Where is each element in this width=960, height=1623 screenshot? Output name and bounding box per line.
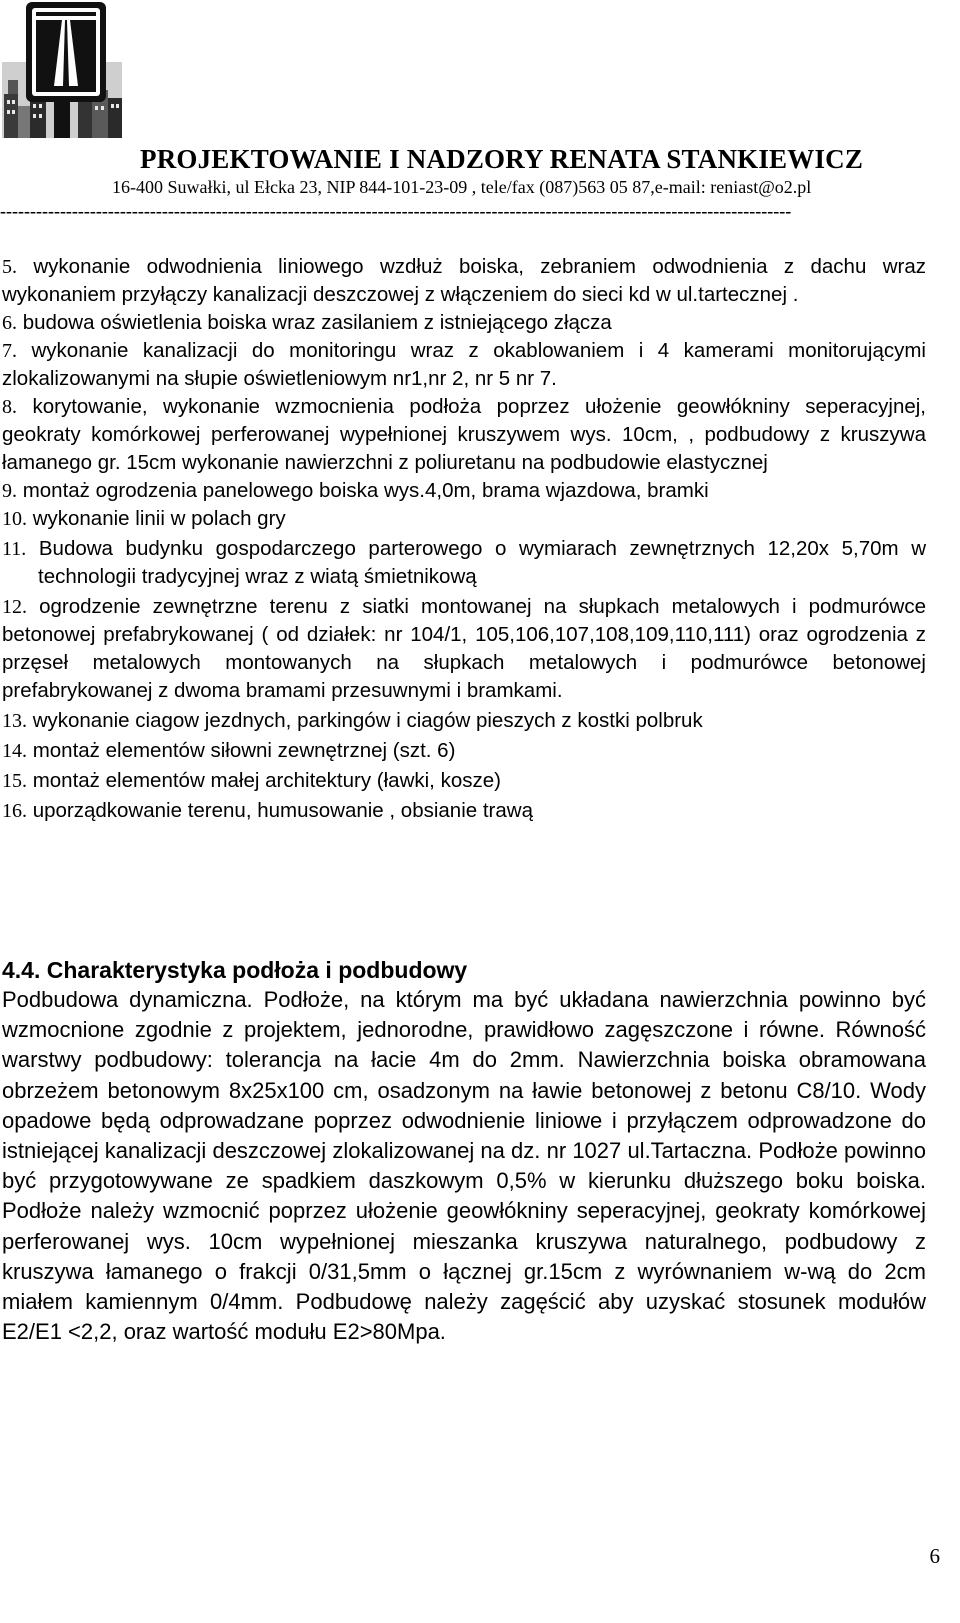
list-item — [2, 535, 926, 591]
list-item-number: 16. — [2, 800, 27, 822]
list-item-text: wykonanie ciagow jezdnych, parkingów i ciagów pieszych z kostki polbruk — [32, 709, 703, 732]
works-list — [2, 253, 926, 825]
list-item — [2, 393, 926, 477]
list-item — [2, 737, 926, 765]
list-item — [2, 767, 926, 795]
list-item — [2, 309, 926, 337]
list-item-text: wykonanie kanalizacji do monitoringu wraz z okablowaniem i 4 kamerami monitorującymi zlokalizowanymi na słupie oświetleniowym nr1,nr 2, nr 5 nr 7. — [2, 339, 926, 390]
list-item-number: 8. — [2, 396, 17, 418]
list-item — [2, 505, 926, 533]
list-item-text: Budowa budynku gospodarczego parterowego o wymiarach zewnętrznych 12,20x 5,70m w technologii tradycyjnej wraz z wiatą śmietnikową — [38, 537, 926, 588]
list-item-text: wykonanie odwodnienia liniowego wzdłuż boiska, zebraniem odwodnienia z dachu wraz wykonaniem przyłączy kanalizacji deszczowej z włączeniem do sieci kd w ul.tartecznej . — [2, 255, 926, 306]
section-subgrade — [2, 955, 926, 1347]
header-separator: ------------------------------------------------------------------------------------------------------------------------------------ — [0, 201, 792, 221]
list-item-number: 9. — [2, 480, 17, 502]
section-body: Podbudowa dynamiczna. Podłoże, na którym ma być układana nawierzchnia powinno być wzmocnione zgodnie z projektem, jednorodne, prawidłowo zagęszczone i równe. Równość warstwy podbudowy: tolerancja na łacie 4m do 2mm. Nawierzchnia boiska obramowana obrzeżem betonowym 8x25x100 cm, osadzonym na ławie betonowej z betonu C8/10. Wody opadowe będą odprowadzane poprzez odwodnienie liniowe i przyłączem odprowadzone do istniejącej kanalizacji deszczowej zlokalizowanej na dz. nr 1027 ul.Tartaczna. Podłoże powinno być przygotowywane ze spadkiem daszkowym 0,5% w kierunku dłuższego boku boiska. Podłoże należy wzmocnić poprzez ułożenie geowłókniny seperacyjnej, geokraty komórkowej perferowanej wys. 10cm wypełnionej mieszanka kruszywa naturalnego, podbudowy z kruszywa łamanego o frakcji 0/31,5mm o łącznej gr.15cm z wyrównaniem w-wą do 2cm miałem kamiennym 0/4mm. Podbudowę należy zagęścić aby uzyskać stosunek modułów E2/E1 <2,2, oraz wartość modułu E2>80Mpa. — [2, 987, 926, 1345]
list-item-number: 7. — [2, 340, 17, 362]
list-item — [2, 477, 926, 505]
list-item — [2, 797, 926, 825]
list-item-text: budowa oświetlenia boiska wraz zasilaniem z istniejącego złącza — [22, 311, 612, 334]
list-item-number: 12. — [2, 596, 27, 618]
list-item-number: 15. — [2, 770, 27, 792]
list-item — [2, 253, 926, 309]
list-item — [2, 337, 926, 393]
list-item — [2, 593, 926, 705]
list-item-text: korytowanie, wykonanie wzmocnienia podłoża poprzez ułożenie geowłókniny seperacyjnej, geokraty komórkowej perferowanej wypełnionej kruszywem wys. 10cm, , podbudowy z kruszywa łamanego gr. 15cm wykonanie nawierzchni z poliuretanu na podbudowie elastycznej — [2, 395, 926, 474]
company-name: PROJEKTOWANIE I NADZORY RENATA STANKIEWICZ — [140, 144, 864, 174]
list-item-text: wykonanie linii w polach gry — [32, 507, 286, 530]
list-item-number: 6. — [2, 312, 17, 334]
list-item-number: 14. — [2, 740, 27, 762]
list-item-text: ogrodzenie zewnętrzne terenu z siatki montowanej na słupkach metalowych i podmurówce betonowej prefabrykowanej ( od działek: nr 104/1, 105,106,107,108,109,110,111) oraz ogrodzenia z przęseł metalowych montowanych na słupkach metalowych i podmurówce betonowej prefabrykowanej z dwoma bramami przesuwnymi i bramkami. — [2, 595, 926, 702]
list-item — [2, 707, 926, 735]
list-item-number: 5. — [2, 256, 17, 278]
section-heading: 4.4. Charakterystyka podłoża i podbudowy — [2, 957, 468, 983]
list-item-number: 13. — [2, 710, 27, 732]
list-item-number: 11. — [2, 538, 27, 560]
page-number: 6 — [929, 1544, 940, 1568]
list-item-text: montaż elementów małej architektury (ławki, kosze) — [32, 769, 501, 792]
list-item-text: montaż elementów siłowni zewnętrznej (szt. 6) — [32, 739, 456, 762]
company-contact: 16-400 Suwałki, ul Ełcka 23, NIP 844-101-23-09 , tele/fax (087)563 05 87,e-mail: reniast@o2.pl — [112, 177, 812, 197]
list-item-text: montaż ogrodzenia panelowego boiska wys.4,0m, brama wjazdowa, bramki — [22, 479, 709, 502]
list-item-text: uporządkowanie terenu, humusowanie , obsianie trawą — [32, 799, 533, 822]
company-logo — [2, 2, 122, 138]
list-item-number: 10. — [2, 508, 27, 530]
